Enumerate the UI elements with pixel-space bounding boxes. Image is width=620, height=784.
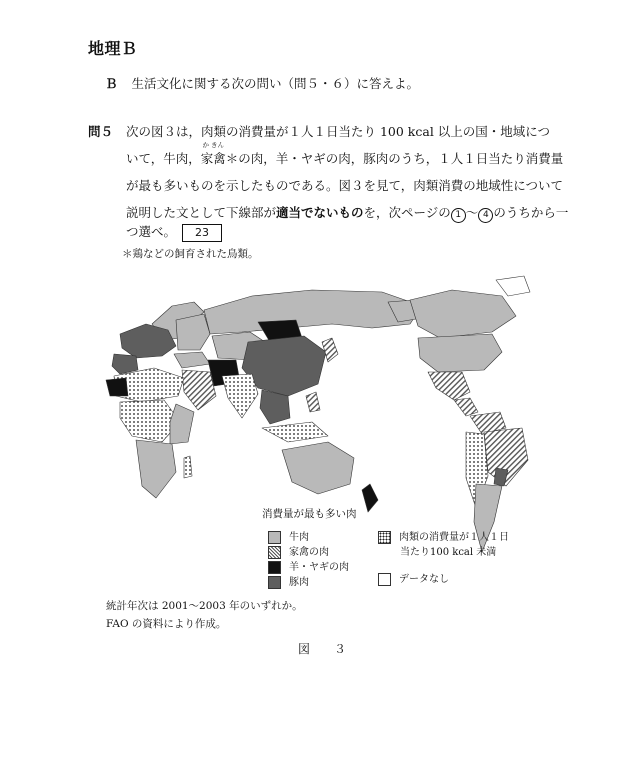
question-line-2 <box>126 141 564 167</box>
question-line-4-mid: を，次ページの <box>363 205 451 220</box>
region-madagascar <box>184 456 192 478</box>
question-number: 問５ <box>88 124 114 139</box>
section-instruction: 生活文化に関する次の問い（問５・６）に答えよ。 <box>131 76 420 91</box>
region-turkey-caucasus <box>174 352 210 368</box>
figure-label: 図 ３ <box>298 642 353 656</box>
region-eastern-europe <box>176 314 210 350</box>
region-india <box>222 374 258 418</box>
legend-beef <box>268 528 309 544</box>
region-greenland <box>496 276 530 296</box>
question-line-4-start: 説明した文として下線部が <box>126 205 277 220</box>
no-data-swatch <box>378 573 391 586</box>
section-letter: Ｂ <box>105 76 118 91</box>
legend-no-data <box>378 570 449 586</box>
legend-low-consumption-label-1: 肉類の消費量が１人１日 <box>399 532 509 543</box>
legend-pork <box>268 573 309 589</box>
ruby-base: 家禽 <box>200 151 226 166</box>
region-mexico <box>428 372 470 400</box>
footnote: ＊鶏などの飼育された鳥類。 <box>122 248 259 260</box>
region-arabia <box>182 370 216 410</box>
legend-low-consumption <box>378 528 509 544</box>
legend-title: 消費量が最も多い肉 <box>262 508 357 520</box>
legend-poultry <box>268 543 329 559</box>
question-line-5 <box>126 222 222 242</box>
region-canada <box>410 290 516 338</box>
legend-beef-label: 牛肉 <box>289 532 309 543</box>
section-heading <box>105 74 419 92</box>
legend-sheep-goat <box>268 558 349 574</box>
region-southern-africa <box>136 440 176 498</box>
answer-box[interactable]: 23 <box>182 224 222 242</box>
question-line-4 <box>126 203 568 223</box>
region-iberia <box>112 354 138 374</box>
region-usa <box>418 334 502 372</box>
region-new-zealand <box>362 484 378 512</box>
question-line-3: が最も多いものを示したものである。図３を見て，肉類消費の地域性について <box>126 178 564 193</box>
region-east-africa <box>170 404 194 444</box>
choice-1-marker: 1 <box>451 208 466 223</box>
source-note-years: 統計年次は 2001〜2003 年のいずれか。 <box>106 600 303 612</box>
legend-no-data-label: データなし <box>399 574 449 585</box>
region-australia <box>282 442 354 494</box>
emphasis-not-appropriate: 適当でないもの <box>276 205 364 220</box>
ruby-reading: か きん <box>202 141 225 149</box>
region-russia <box>204 290 422 334</box>
choice-range-sep: 〜 <box>465 205 479 220</box>
legend-sheep-goat-label: 羊・ヤギの肉 <box>289 562 349 573</box>
question-line-2-end: ＊の肉，羊・ヤギの肉，豚肉のうち，１人１日当たり消費量 <box>225 151 564 166</box>
question-line-2-start: いて，牛肉， <box>126 151 201 166</box>
ruby-poultry <box>200 141 226 167</box>
question-line-4-end: のうちから一 <box>493 205 569 220</box>
subject-title: 地理Ｂ <box>88 39 138 58</box>
low-consumption-swatch <box>378 531 391 544</box>
question-line-5-text: つ選べ。 <box>126 224 177 239</box>
source-note-fao: FAO の資料により作成。 <box>106 618 227 630</box>
legend-pork-label: 豚肉 <box>289 577 309 588</box>
region-philippines <box>306 392 320 412</box>
legend-poultry-label: 家禽の肉 <box>289 547 329 558</box>
legend-low-consumption-label-2: 当たり100 kcal 未満 <box>400 547 497 558</box>
choice-4-marker: 4 <box>478 208 493 223</box>
pork-swatch <box>268 576 281 589</box>
question-line-1: 次の図３は，肉類の消費量が１人１日当たり 100 kcal 以上の国・地域につ <box>126 124 551 139</box>
region-indonesia <box>262 422 328 442</box>
region-west-africa-sahel <box>106 378 128 396</box>
region-central-america <box>454 398 478 416</box>
